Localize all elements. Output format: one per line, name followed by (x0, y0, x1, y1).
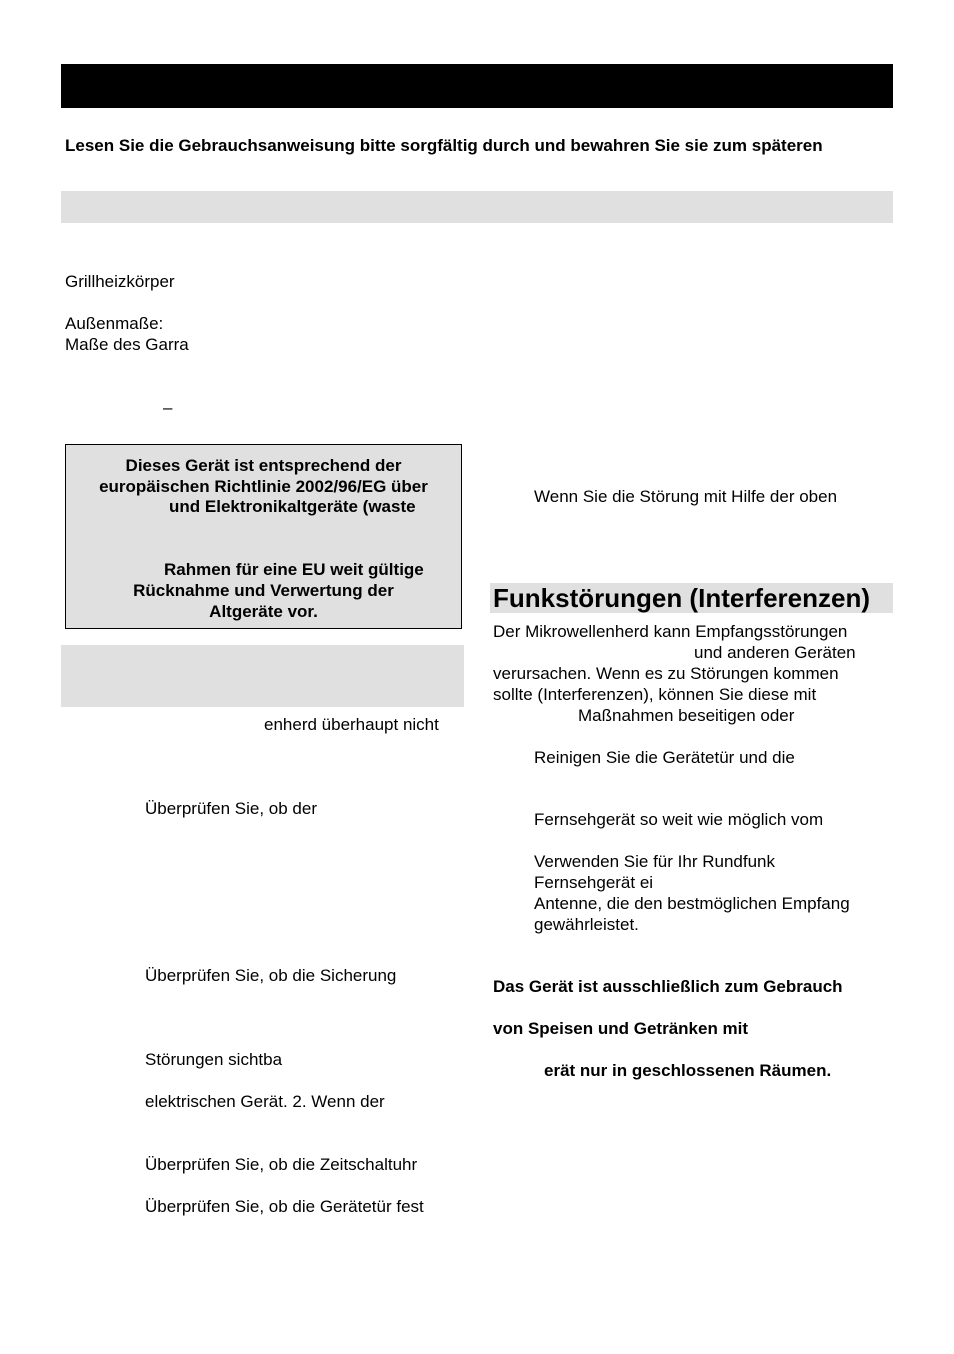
spec-outer-dims: Außenmaße: (65, 314, 164, 333)
spec-dash: – (163, 398, 173, 417)
section-bar-left (61, 645, 464, 707)
left-line-4: Störungen sichtba (145, 1050, 283, 1069)
left-line-1: enherd überhaupt nicht (264, 715, 439, 734)
right-top-line: Wenn Sie die Störung mit Hilfe der oben (534, 487, 838, 506)
intro-text: Lesen Sie die Gebrauchsanweisung bitte sorgfältig durch und bewahren Sie sie zum späteren (65, 136, 823, 155)
usage-note-1: Das Gerät ist ausschließlich zum Gebrauch (493, 977, 843, 996)
para-line: sollte (Interferenzen), können Sie diese mit (493, 685, 817, 704)
tip-item-3: Fernsehgerät ei (534, 873, 654, 892)
weee-notice-box (65, 444, 462, 629)
left-line-2: Überprüfen Sie, ob der (145, 799, 317, 818)
section-heading: Funkstörungen (Interferenzen) (493, 583, 871, 613)
para-line: verursachen. Wenn es zu Störungen kommen (493, 664, 839, 683)
notice-line: Altgeräte vor. (209, 602, 318, 621)
left-line-3: Überprüfen Sie, ob die Sicherung (145, 966, 397, 985)
usage-note-2: von Speisen und Getränken mit (493, 1019, 749, 1038)
tip-item-2: Fernsehgerät so weit wie möglich vom (534, 810, 824, 829)
para-line: Maßnahmen beseitigen oder (578, 706, 795, 725)
notice-line: und Elektronikaltgeräte (waste (169, 497, 416, 516)
notice-line: Rücknahme und Verwertung der (133, 581, 394, 600)
section-bar-top (61, 191, 893, 223)
para-line: Der Mikrowellenherd kann Empfangsstörungen (493, 622, 848, 641)
para-line: und anderen Geräten (694, 643, 856, 662)
tip-item-3: gewährleistet. (534, 915, 639, 934)
header-bar (61, 64, 893, 108)
spec-cavity-dims: Maße des Garra (65, 335, 189, 354)
tip-item-1: Reinigen Sie die Gerätetür und die (534, 748, 795, 767)
spec-grill: Grillheizkörper (65, 272, 175, 291)
tip-item-3: Verwenden Sie für Ihr Rundfunk (534, 852, 775, 871)
tip-item-3: Antenne, die den bestmöglichen Empfang (534, 894, 850, 913)
notice-line: Dieses Gerät ist entsprechend der (125, 456, 402, 475)
usage-note-3: erät nur in geschlossenen Räumen. (544, 1061, 832, 1080)
notice-line: europäischen Richtlinie 2002/96/EG über (99, 477, 428, 496)
notice-line: Rahmen für eine EU weit gültige (164, 560, 424, 579)
left-line-5: elektrischen Gerät. 2. Wenn der (145, 1092, 385, 1111)
left-line-7: Überprüfen Sie, ob die Gerätetür fest (145, 1197, 424, 1216)
left-line-6: Überprüfen Sie, ob die Zeitschaltuhr (145, 1155, 418, 1174)
